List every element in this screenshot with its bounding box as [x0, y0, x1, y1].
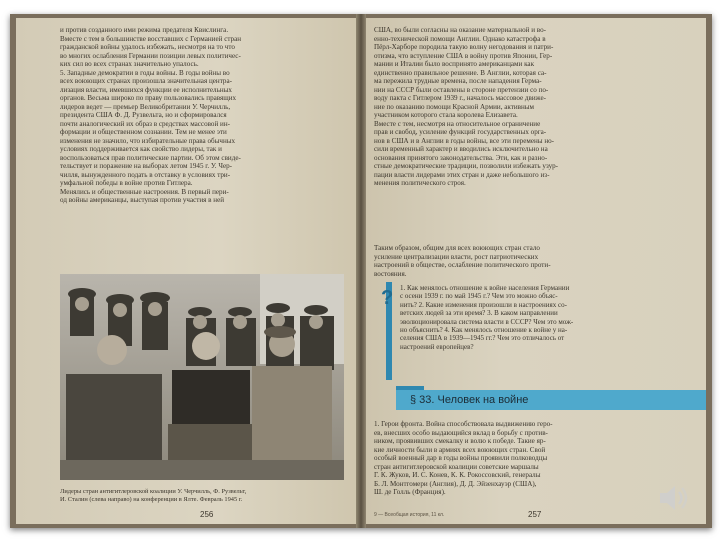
conclusion-text: Таким образом, общим для всех воюющих стран стало усиление централизации власти, рост патриотических настроений в обществе, ослабление политического проти- востояния. — [374, 244, 551, 278]
speaker-icon[interactable] — [652, 478, 692, 518]
section-text: 1. Герои фронта. Война способствовала выдвижению геро- ев, внесших особо выдающийся вклад в борьбу с против- ником, проявивших смекалку и волю к победе. Такие яр- кие личности были в армиях всех воюющих стран. Свой особый военный дар в годы войны проявили полководцы стран антигитлеровской коалиции советские маршалы Г. К. Жуков, И. С. Конев, К. К. Рокоссовский, генералы Б. Л. Монтгомери (Англия), Д. Д. Эйзенхауэр (США), Ш. де Голль (Франция). — [374, 420, 553, 496]
questions-text: 1. Как менялось отношение к войне населения Германии с осени 1939 г. по май 1945 г.? Чем это можно объяс- нить? 2. Какие изменения произошли в настроениях со- ветских людей за эти время? 3. В каком направлении эволюционировала система власти в СССР? Чем это мож- но объяснить? 4. Как менялось отношение к войне у на- селения США в 1939—1945 гг.? Чем это отличалось от настроений европейцев? — [400, 284, 574, 351]
section-title: § 33. Человек на войне — [410, 394, 529, 406]
section-header — [396, 390, 706, 410]
left-page-text: и против созданного ими режима предателя Квислинга. Вместе с тем в большинстве восставших с Германией стран гражданской войны удалось избежать, несмотря на то что во многих ослабления Германии позиции левых политичес- ких сил во всех странах значительно упалось. 5. Западные демократии в годы войны. В годы войны во всех воюющих странах произошла значительная центра- лизация власти, имевшихся функции ее исполнительных органов. Весьма широко по праву пользовались правящих лидеров ведет — премьер Великобритании У. Черчилль, президента США Ф. Д. Рузвельта, но и сформировался почти аналогический их образ в средствах массовой ин- формации и общественном сознании. Тем не менее эти изменения не значило, что избирательные права обычных условиях поддерживается как свойство лидеры, так и воспользоваться прав политические партии. Об этом свиде- тельствует и поражение на выборах летом 1945 г. У. Чер- чилля, вынужденного подать в отставку в условиях три- умфальной победы в войне против Гитлера. Менялись и общественные настроения. В первый пери- од войны американцы, выступая против участия в ней — [60, 26, 242, 204]
photo-caption: Лидеры стран антигитлеровской коалиции У. Черчилль, Ф. Рузвельт, И. Сталин (слева направо) на конференции в Ялте. Февраль 1945 г. — [60, 488, 247, 503]
questions-box — [381, 282, 686, 380]
right-page-text: США, во были согласны на оказание материальной и во- енно-технической помощи Англии. Однако катастрофа в Пёрл-Харборе породила такую волну негодования и патри- отизма, что вступление США в войну против Японии, Гер- мании и Италии было воспринято американцами как единственно правильное решение. В Англии, которая са- ма пережила трудные времена, после нападения Герма- нии на СССР были оставлены в стороне претензии со по- воду пакта с Гитлером 1939 г., началось массовое движе- ние по оказанию помощи Красной Армии, активным участником которого стала королева Елизавета. Вместе с тем, несмотря на относительное ограничение прав и свобод, усиление функций государственных орга- нов в США и в Англии в годы войны, все эти перемены но- сили временный характер и вводились исключительно на основания принятого законодательства. Эти, как и разно- стные демократические традиции, позволили избежать узур- пации власти лидерами этих стран и даже небольшого из- менения политического строя. — [374, 26, 559, 187]
speaker-icon-graphic — [652, 478, 692, 518]
book-gutter — [356, 14, 366, 528]
photo-illustration — [60, 274, 344, 480]
yalta-conference-photo — [60, 274, 344, 480]
question-mark-icon: ? — [381, 287, 394, 309]
left-page — [16, 18, 356, 524]
footer-note: 9 — Всеобщая история, 11 кл. — [374, 512, 445, 518]
page-number-left: 256 — [200, 510, 214, 519]
open-book — [10, 14, 712, 528]
right-page — [366, 18, 706, 524]
page-number-right: 257 — [528, 510, 542, 519]
section-header-tab — [396, 386, 424, 390]
